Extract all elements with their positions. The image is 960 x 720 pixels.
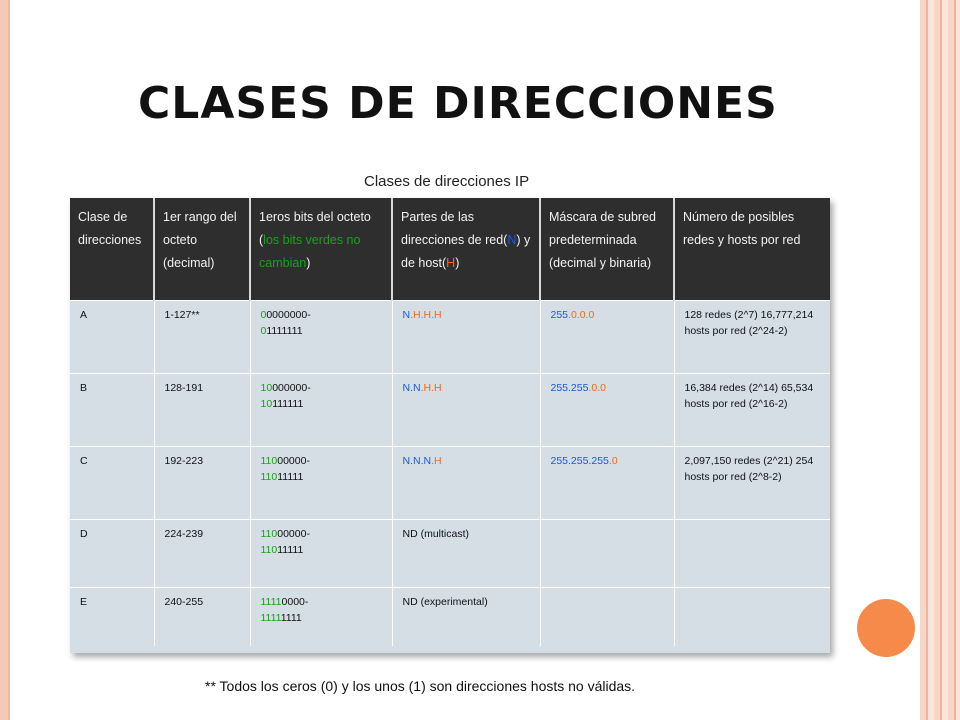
cell-bits: 11110000- 11111111 bbox=[250, 588, 392, 647]
table-footnote: ** Todos los ceros (0) y los unos (1) son direcciones hosts no válidas. bbox=[205, 678, 636, 694]
cell-partes: ND (experimental) bbox=[392, 588, 540, 647]
decorative-stripes bbox=[920, 0, 960, 720]
cell-bits: 11000000- 11011111 bbox=[250, 447, 392, 520]
cell-redes: 128 redes (2^7) 16,777,214 hosts por red (2^24-2) bbox=[674, 301, 830, 374]
cell-redes bbox=[674, 520, 830, 588]
cell-mascara: 255.255.0.0 bbox=[540, 374, 674, 447]
cell-rango: 240-255 bbox=[154, 588, 250, 647]
cell-bits: 10000000- 10111111 bbox=[250, 374, 392, 447]
cell-clase: B bbox=[70, 374, 154, 447]
cell-clase: A bbox=[70, 301, 154, 374]
cell-rango: 1-127** bbox=[154, 301, 250, 374]
cell-partes: N.N.H.H bbox=[392, 374, 540, 447]
cell-redes: 16,384 redes (2^14) 65,534 hosts por red (2^16-2) bbox=[674, 374, 830, 447]
table-row bbox=[70, 301, 830, 374]
cell-clase: C bbox=[70, 447, 154, 520]
table-row bbox=[70, 588, 830, 647]
cell-partes: N.N.N.H bbox=[392, 447, 540, 520]
table-row bbox=[70, 374, 830, 447]
cell-bits: 00000000- 01111111 bbox=[250, 301, 392, 374]
cell-mascara: 255.0.0.0 bbox=[540, 301, 674, 374]
cell-bits: 11000000- 11011111 bbox=[250, 520, 392, 588]
table-caption: Clases de direcciones IP bbox=[364, 173, 530, 190]
header-redes-hosts: Número de posibles redes y hosts por red bbox=[674, 198, 830, 301]
cell-clase: E bbox=[70, 588, 154, 647]
ip-classes-table bbox=[70, 198, 830, 653]
table-row bbox=[70, 520, 830, 588]
decorative-circle bbox=[857, 599, 915, 657]
cell-redes bbox=[674, 588, 830, 647]
cell-rango: 128-191 bbox=[154, 374, 250, 447]
cell-clase: D bbox=[70, 520, 154, 588]
header-clase: Clase de direcciones bbox=[70, 198, 154, 301]
header-rango: 1er rango del octeto (decimal) bbox=[154, 198, 250, 301]
cell-partes: ND (multicast) bbox=[392, 520, 540, 588]
cell-mascara: 255.255.255.0 bbox=[540, 447, 674, 520]
cell-redes: 2,097,150 redes (2^21) 254 hosts por red (2^8-2) bbox=[674, 447, 830, 520]
cell-partes: N.H.H.H bbox=[392, 301, 540, 374]
header-partes: Partes de las direcciones de red(N) y de host(H) bbox=[392, 198, 540, 301]
header-bits: 1eros bits del octeto (los bits verdes no cambian) bbox=[250, 198, 392, 301]
slide-title: CLASES DE DIRECCIONES bbox=[138, 78, 778, 129]
table-header-row bbox=[70, 198, 830, 301]
table-row bbox=[70, 447, 830, 520]
cell-mascara bbox=[540, 520, 674, 588]
cell-rango: 192-223 bbox=[154, 447, 250, 520]
cell-mascara bbox=[540, 588, 674, 647]
cell-rango: 224-239 bbox=[154, 520, 250, 588]
header-mascara: Máscara de subred predeterminada (decimal y binaria) bbox=[540, 198, 674, 301]
